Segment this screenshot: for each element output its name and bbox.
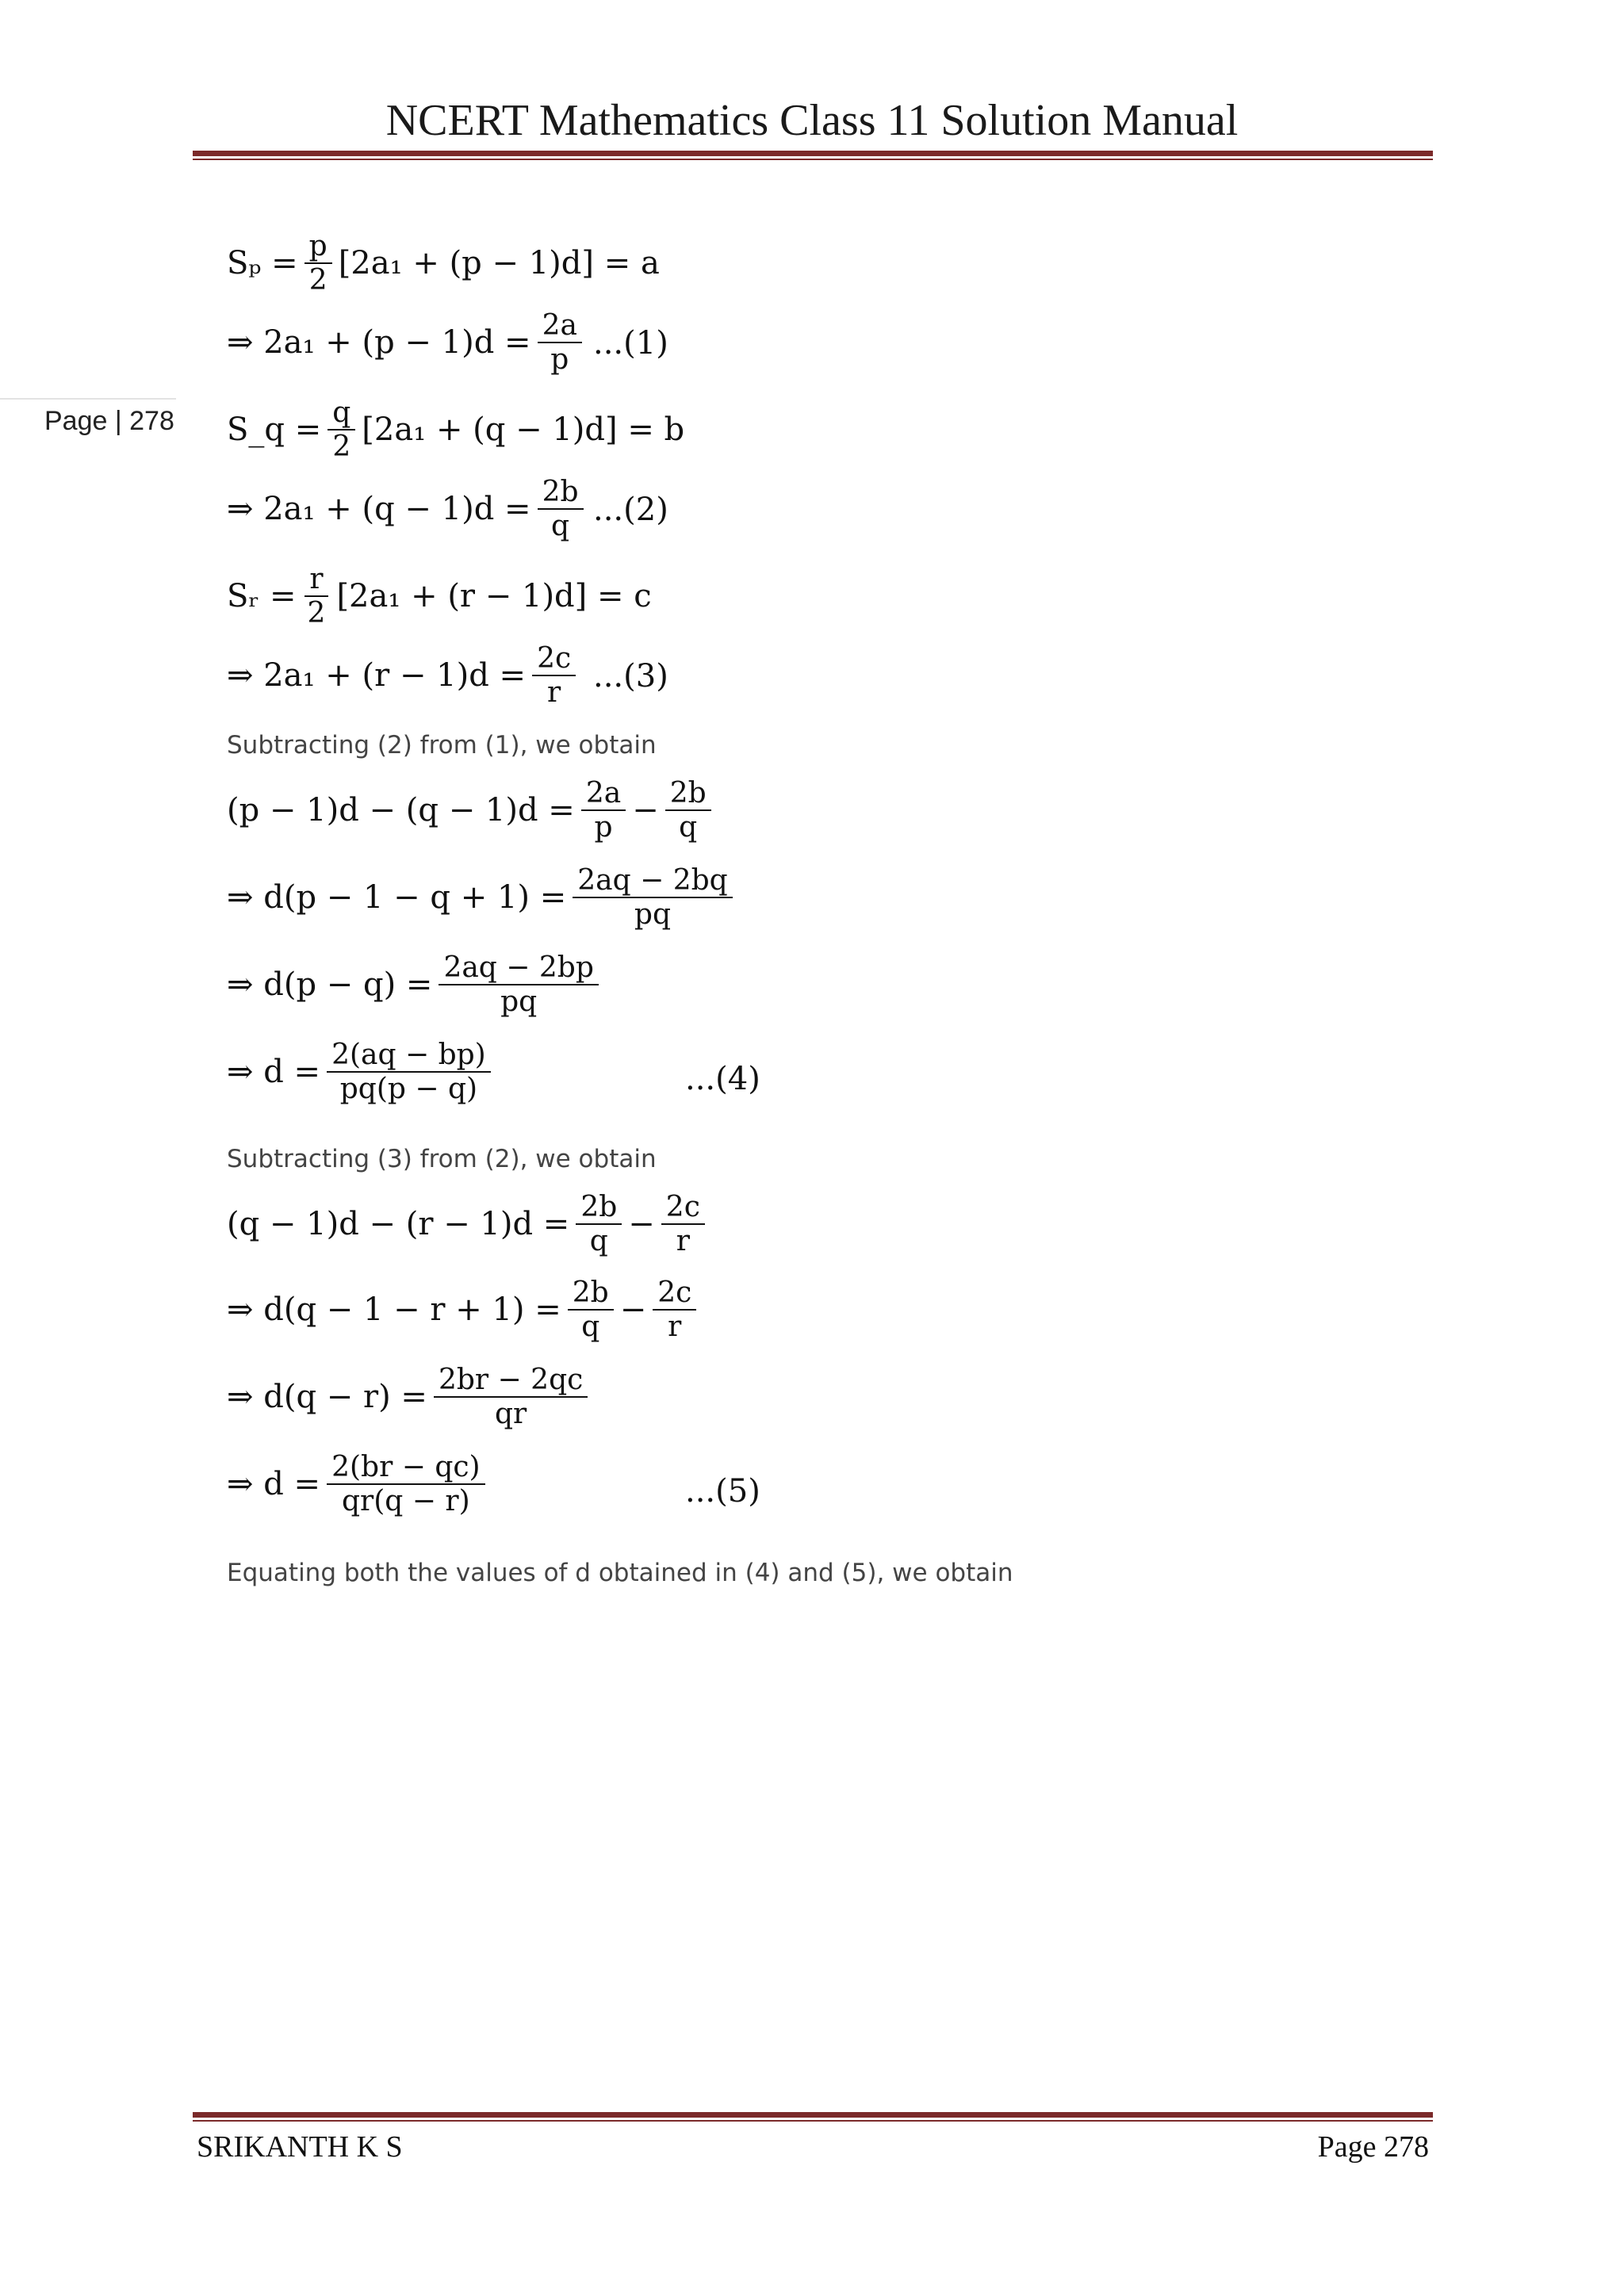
- fraction: $\frac{2b}{q}$: [665, 777, 711, 844]
- fraction: $\frac{2(aq - bp)}{pq(p - q)}$: [327, 1039, 491, 1106]
- fraction: $\frac{2aq - 2bq}{pq}$: [573, 864, 732, 932]
- equation-expand-2: [227, 1276, 703, 1344]
- equation-subtract-1: [227, 777, 718, 844]
- equation-lhs: ⇒ 2a₁ + (p − 1)d =: [227, 324, 531, 362]
- fraction: $\frac{2c}{r}$: [532, 642, 576, 710]
- equation-rhs: [2a₁ + (p − 1)d] = a: [338, 245, 660, 282]
- fraction: $\frac{2b}{q}$: [576, 1191, 622, 1258]
- equation-expand-1: [227, 864, 739, 932]
- fraction: $\frac{r}{2}$: [303, 563, 331, 630]
- equation-lhs: ⇒ d(p − 1 − q + 1) =: [227, 879, 567, 916]
- fraction: $\frac{p}{2}$: [304, 230, 332, 297]
- fraction: $\frac{2c}{r}$: [661, 1191, 705, 1258]
- equation-lhs: ⇒ d =: [227, 1466, 321, 1503]
- equation-lhs: (p − 1)d − (q − 1)d =: [227, 792, 575, 829]
- equation-lhs: (q − 1)d − (r − 1)d =: [227, 1206, 570, 1243]
- operator: −: [632, 792, 659, 829]
- equation-lhs: Sᵣ =: [227, 578, 297, 615]
- fraction: $\frac{2a}{p}$: [581, 777, 626, 844]
- equation-3: [227, 642, 582, 710]
- equation-tag: ...(1): [593, 325, 668, 362]
- equation-lhs: ⇒ 2a₁ + (q − 1)d =: [227, 491, 531, 528]
- operator: −: [628, 1206, 655, 1243]
- fraction: $\frac{2b}{q}$: [538, 476, 584, 543]
- side-page-number: Page | 278: [44, 406, 174, 436]
- equation-tag: ...(2): [593, 492, 668, 528]
- equation-sr: [227, 563, 652, 630]
- instruction-text: Subtracting (3) from (2), we obtain: [227, 1145, 657, 1173]
- equation-lhs: ⇒ 2a₁ + (r − 1)d =: [227, 657, 527, 695]
- margin-divider: [0, 398, 176, 400]
- equation-4: [227, 1039, 497, 1106]
- footer-page-number: Page 278: [1317, 2130, 1429, 2164]
- equation-sq: [227, 396, 684, 464]
- equation-subtract-2: [227, 1191, 711, 1258]
- fraction: $\frac{2aq - 2bp}{pq}$: [439, 951, 598, 1019]
- fraction: $\frac{2br - 2qc}{qr}$: [434, 1364, 588, 1431]
- equation-lhs: ⇒ d(q − r) =: [227, 1379, 427, 1416]
- fraction: $\frac{2(br - qc)}{qr(q - r)}$: [327, 1451, 485, 1518]
- equation-simplify-2: [227, 1364, 594, 1431]
- equation-5: [227, 1451, 492, 1518]
- page-title: NCERT Mathematics Class 11 Solution Manual: [385, 96, 1239, 145]
- instruction-text: Subtracting (2) from (1), we obtain: [227, 731, 657, 760]
- fraction: $\frac{q}{2}$: [327, 396, 355, 464]
- equation-sp: [227, 230, 660, 297]
- equation-lhs: ⇒ d(q − 1 − r + 1) =: [227, 1292, 561, 1329]
- fraction: $\frac{2b}{q}$: [568, 1276, 614, 1344]
- equation-lhs: Sₚ =: [227, 245, 298, 282]
- equation-tag: ...(3): [593, 658, 668, 695]
- operator: −: [619, 1292, 647, 1329]
- equation-lhs: S_q =: [227, 411, 322, 449]
- fraction: $\frac{2a}{p}$: [538, 309, 582, 377]
- equation-lhs: ⇒ d(p − q) =: [227, 966, 433, 1004]
- instruction-text: Equating both the values of d obtained in (4) and (5), we obtain: [227, 1559, 1013, 1587]
- fraction: $\frac{2c}{r}$: [653, 1276, 696, 1344]
- equation-2: [227, 476, 590, 543]
- footer-author: SRIKANTH K S: [197, 2130, 403, 2164]
- header-rule: [193, 151, 1433, 160]
- equation-lhs: ⇒ d =: [227, 1054, 321, 1091]
- equation-tag: ...(5): [685, 1473, 760, 1510]
- equation-tag: ...(4): [685, 1061, 760, 1097]
- equation-simplify-1: [227, 951, 605, 1019]
- equation-rhs: [2a₁ + (q − 1)d] = b: [362, 411, 685, 449]
- equation-1: [227, 309, 588, 377]
- footer-rule: [193, 2112, 1433, 2122]
- equation-rhs: [2a₁ + (r − 1)d] = c: [336, 578, 652, 615]
